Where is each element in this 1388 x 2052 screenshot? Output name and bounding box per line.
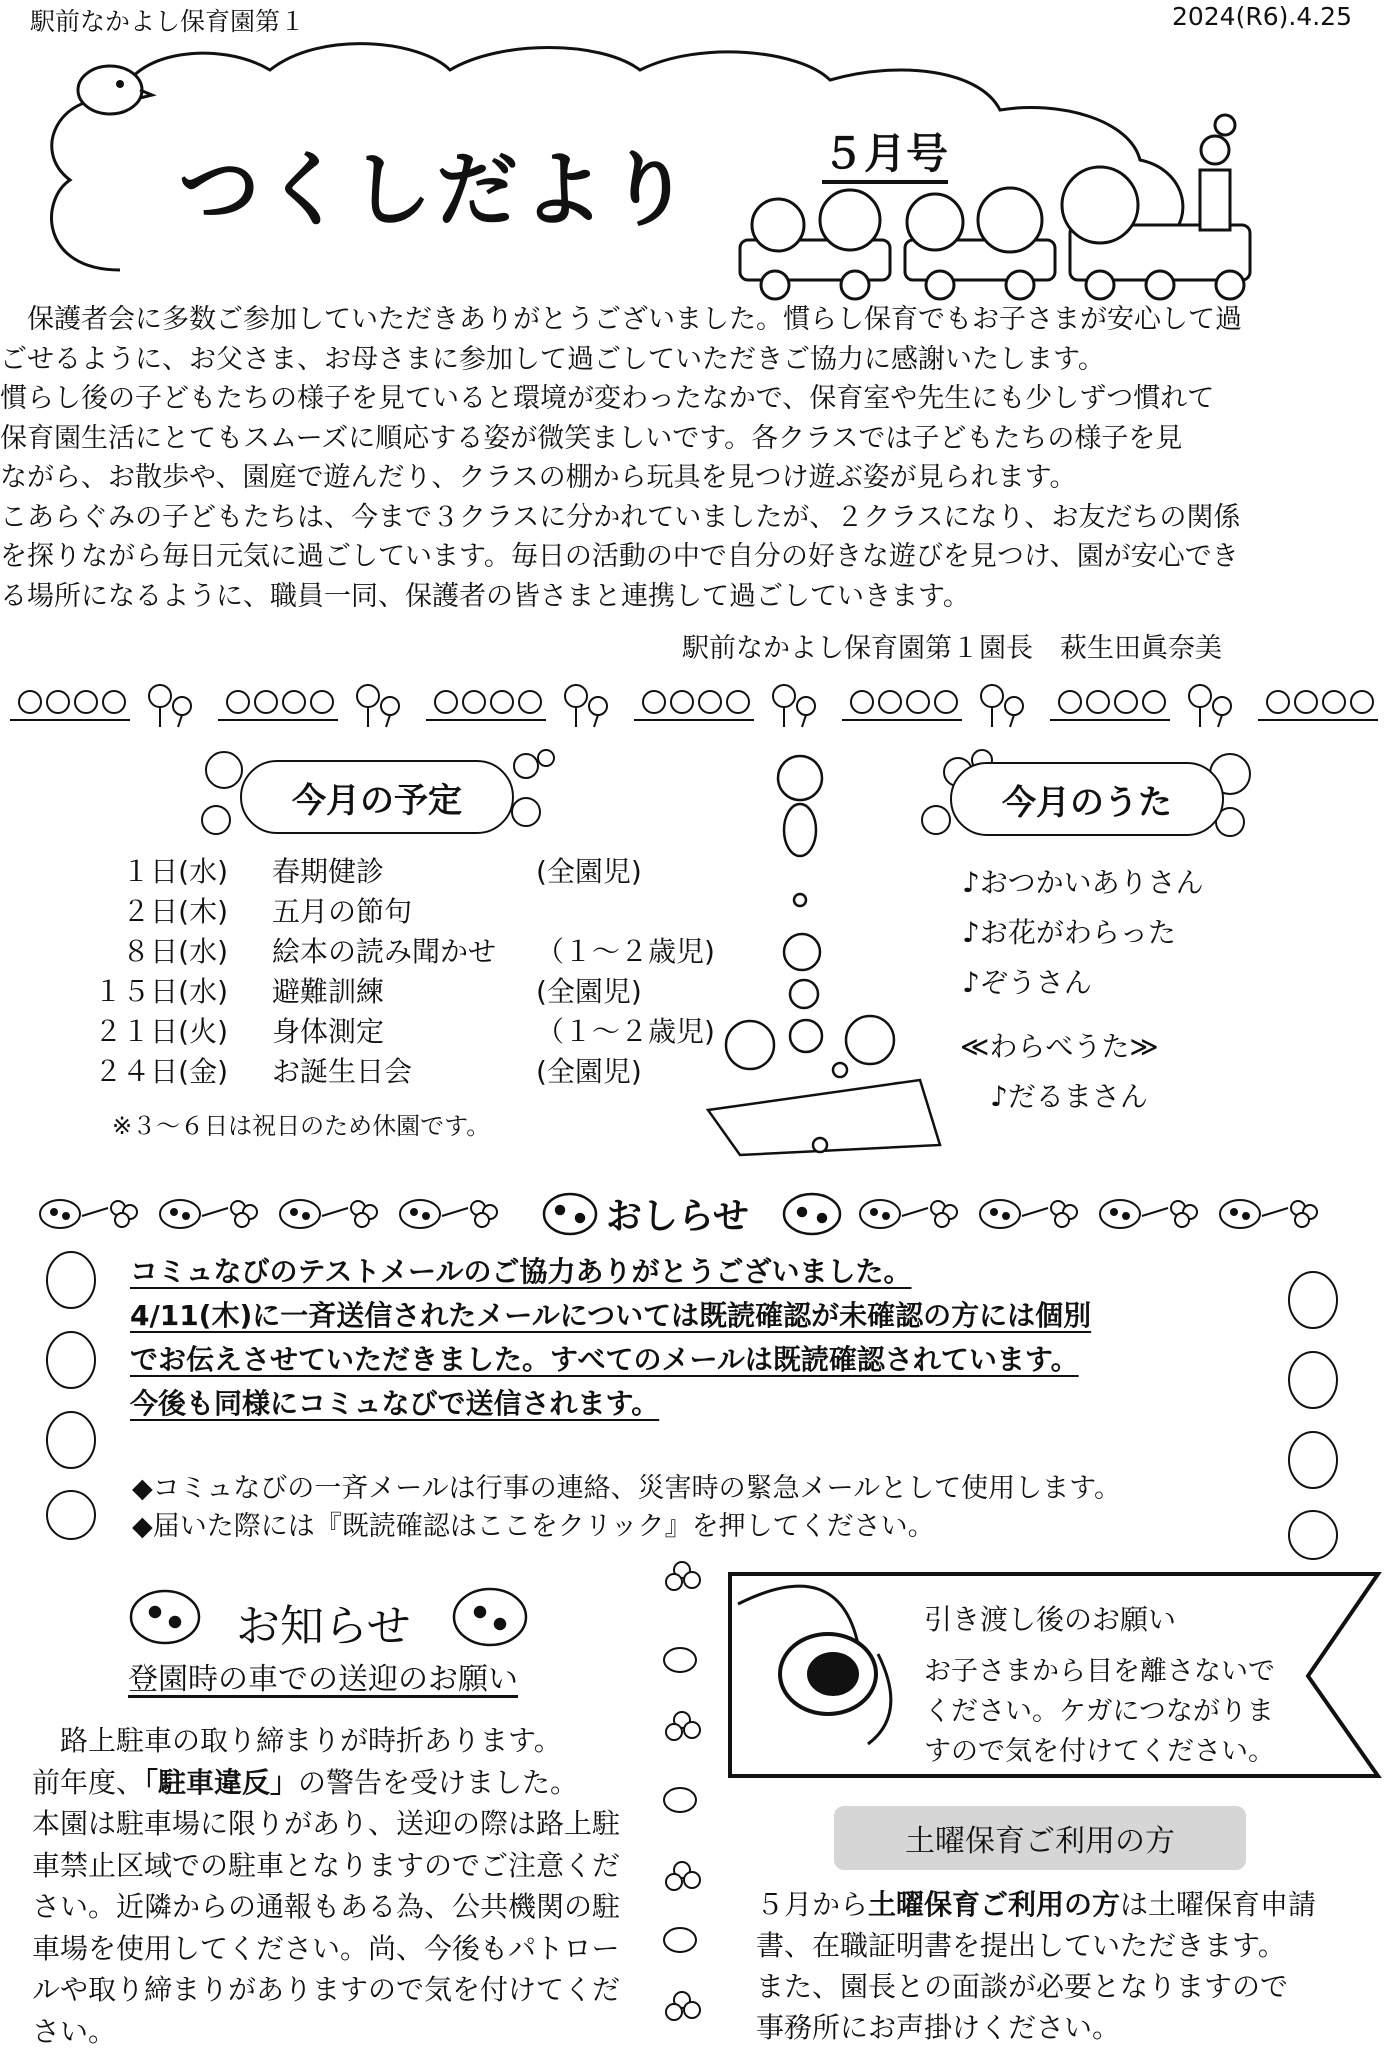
intro-line: 慣らし後の子どもたちの様子を見ていると環境が変わったなかで、保育室や先生にも少しずつ慣れて [0,379,1360,419]
song-item: ♪おつかいありさん [962,858,1204,908]
intro-line: 保護者会に多数ご参加していただきありがとうございました。慣らし保育でもお子さまが安心して過 [0,300,1360,340]
schedule-heading: 今月の予定 [240,760,514,834]
notice-line: 車禁止区域での駐車となりますのでご注意くだ [32,1845,652,1887]
oshirase-line: でお伝えさせていただきました。すべてのメールは既読確認されています。 [130,1338,1091,1382]
issue-date: 2024(R6).4.25 [1172,2,1352,31]
balloon-column-right [1278,1270,1348,1570]
intro-line: 保育園生活にとてもスムーズに順応する姿が微笑ましいです。各クラスでは子どもたちの様子を見 [0,419,1360,459]
holiday-note: ※３～６日は祝日のため休園です。 [112,1106,490,1141]
schedule-event: お誕生日会 [240,1052,482,1092]
schedule-row [70,972,715,1012]
nursery-name: 駅前なかよし保育園第１ [30,2,305,38]
saturday-line: また、園長との面談が必要となりますので [756,1966,1316,2007]
schedule-row [70,1012,715,1052]
issue-label: ５月号 [822,128,948,184]
notice-line: 前年度、「駐車違反」の警告を受けました。 [32,1762,652,1804]
warabe-heading: ≪わらべうた≫ [960,1022,1204,1072]
song-item: ♪お花がわらった [962,908,1204,958]
oshirase-line: 4/11(木)に一斉送信されたメールについては既読確認が未確認の方には個別 [130,1294,1091,1338]
notice-line: 本園は駐車場に限りがあり、送迎の際は路上駐 [32,1803,652,1845]
clover-vine [652,1550,712,2040]
notice-line: 車場を使用してください。尚、今後もパトロー [32,1928,652,1970]
intro-line: こあらぐみの子どもたちは、今まで３クラスに分かれていましたが、２クラスになり、お友だちの関係 [0,498,1360,538]
notice-line: ルや取り締まりがありますので気を付けてくだ [32,1969,652,2011]
intro-line: ながら、お散歩や、園庭で遊んだり、クラスの棚から玩具を見つけ遊ぶ姿が見られます。 [0,458,1360,498]
balloon-column-left [36,1250,106,1550]
schedule-group: （１～２歳児) [482,932,715,972]
oshirase-main [130,1250,1091,1426]
pickup-line: すので気を付けてください。 [924,1732,1275,1772]
notice-body [32,1720,652,2052]
schedule-row [70,892,715,932]
notice-line: さい。近隣からの通報もある為、公共機関の駐 [32,1886,652,1928]
notice-line: さい。 [32,2011,652,2052]
schedule-group: （１～２歳児) [482,1012,715,1052]
notice-heading: お知らせ [236,1590,411,1654]
schedule-list [70,852,715,1092]
schedule-date: １日(水) [70,852,240,892]
pickup-line: お子さまから目を離さないで [924,1652,1275,1692]
oshirase-heading: おしらせ [606,1188,749,1239]
pickup-title: 引き渡し後のお願い [924,1598,1176,1638]
oshirase-bullets [132,1470,1121,1546]
schedule-event: 五月の節句 [240,892,482,932]
saturday-line: 書、在職証明書を提出していただきます。 [756,1925,1316,1966]
saturday-care-label: 土曜保育ご利用の方 [834,1806,1246,1870]
schedule-group: (全園児) [482,1052,642,1092]
pickup-line: ください。ケガにつながりま [924,1692,1275,1732]
warabe-item: ♪だるまさん [990,1072,1204,1122]
schedule-date: ２４日(金) [70,1052,240,1092]
schedule-row [70,932,715,972]
schedule-date: ８日(水) [70,932,240,972]
schedule-date: １５日(水) [70,972,240,1012]
newsletter-title: つくしだより [178,125,694,242]
schedule-event: 絵本の読み聞かせ [240,932,482,972]
intro-line: を探りながら毎日元気に過ごしています。毎日の活動の中で自分の好きな遊びを見つけ、園が安心でき [0,537,1360,577]
schedule-date: ２日(木) [70,892,240,932]
saturday-care-body [756,1884,1316,2048]
songs-list [962,858,1204,1122]
oshirase-line: コミュなびのテストメールのご協力ありがとうございました。 [130,1250,1091,1294]
notice-line: 路上駐車の取り締まりが時折あります。 [32,1720,652,1762]
schedule-event: 身体測定 [240,1012,482,1052]
schedule-event: 避難訓練 [240,972,482,1012]
pickup-body [924,1652,1275,1772]
songs-heading: 今月のうた [950,762,1224,836]
schedule-date: ２１日(火) [70,1012,240,1052]
children-balloon-border [0,682,1388,738]
oshirase-line: 今後も同様にコミュなびで送信されます。 [130,1382,1091,1426]
oshirase-bullet: ◆届いた際には『既読確認はここをクリック』を押してください。 [132,1508,1121,1546]
oshirase-bullet: ◆コミュなびの一斉メールは行事の連絡、災害時の緊急メールとして使用します。 [132,1470,1121,1508]
schedule-group [482,892,536,932]
schedule-row [70,852,715,892]
intro-text [0,300,1360,616]
notice-subtitle: 登園時の車での送迎のお願い [128,1654,518,1698]
intro-line: る場所になるように、職員一同、保護者の皆さまと連携して過ごしていきます。 [0,577,1360,617]
bird-icon [78,66,152,114]
intro-line: ごせるように、お父さま、お母さまに参加して過ごしていただきご協力に感謝いたします。 [0,340,1360,380]
schedule-event: 春期健診 [240,852,482,892]
train-icon [740,115,1250,299]
song-item: ♪ぞうさん [962,958,1204,1008]
principal-signature: 駅前なかよし保育園第１園長 萩生田眞奈美 [682,626,1222,665]
schedule-group: (全園児) [482,852,642,892]
saturday-line: ５月から土曜保育ご利用の方は土曜保育申請 [756,1884,1316,1925]
saturday-line: 事務所にお声掛けください。 [756,2007,1316,2048]
schedule-row [70,1052,715,1092]
schedule-group: (全園児) [482,972,642,1012]
